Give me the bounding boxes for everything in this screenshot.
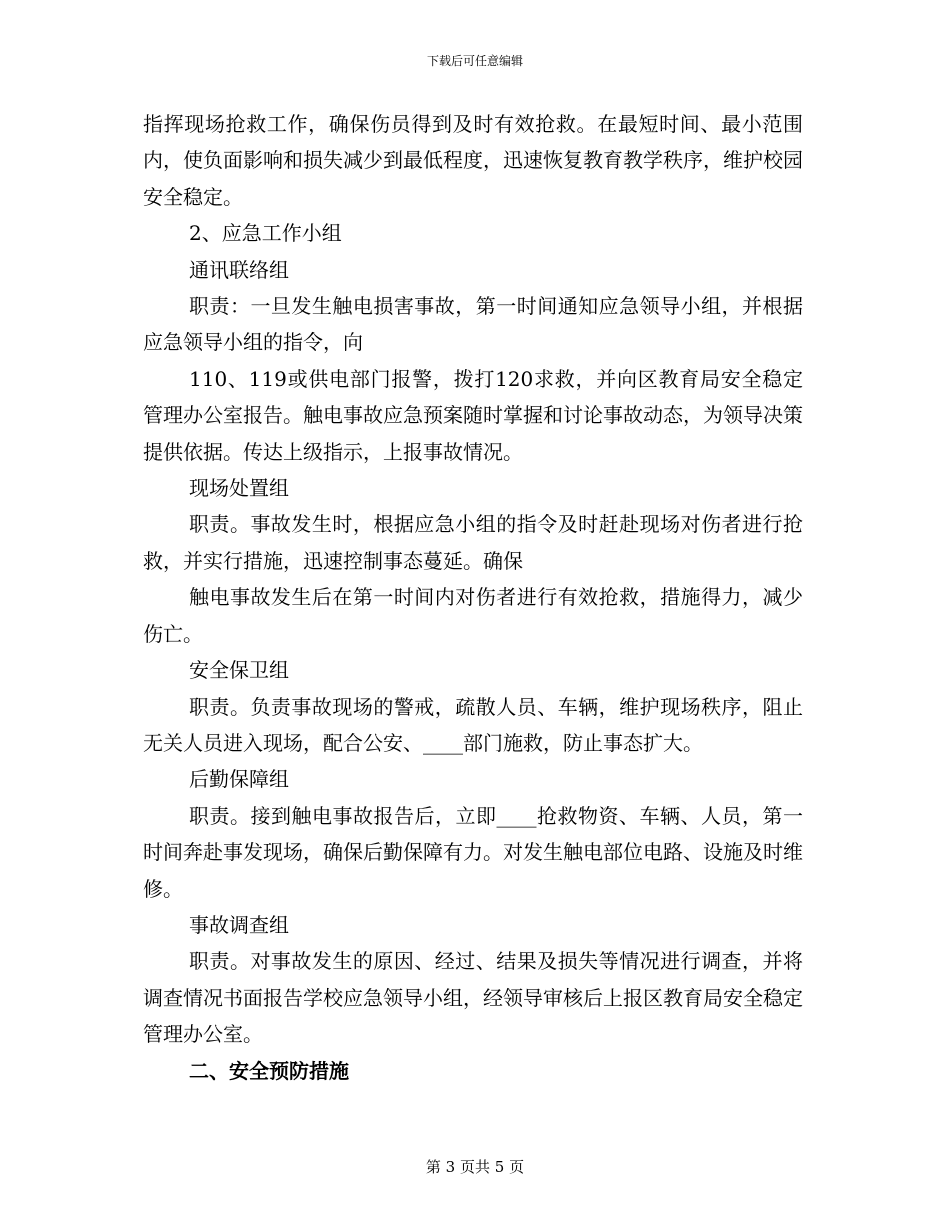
section-heading-prevention: 二、安全预防措施 [189, 1058, 349, 1083]
group-title-communication: 通讯联络组 [189, 257, 289, 282]
group-title-onsite: 现场处置组 [189, 476, 289, 501]
group-title-investigation: 事故调查组 [189, 912, 289, 937]
group-title-security: 安全保卫组 [189, 658, 289, 683]
paragraph-communication-duty: 职责：一旦发生触电损害事故，第一时间通知应急领导小组，并根据应急领导小组的指令，向 [143, 294, 803, 355]
document-body [143, 106, 803, 1089]
page-number-footer: 第 3 页共 5 页 [425, 1158, 525, 1176]
paragraph-onsite-duty-cont: 触电事故发生后在第一时间内对伤者进行有效抢救，措施得力，减少伤亡。 [143, 585, 803, 646]
paragraph-intro: 指挥现场抢救工作，确保伤员得到及时有效抢救。在最短时间、最小范围内，使负面影响和损失减少到最低程度，迅速恢复教育教学秩序，维护校园安全稳定。 [143, 112, 803, 209]
paragraph-investigation-duty: 职责。对事故发生的原因、经过、结果及损失等情况进行调查，并将调查情况书面报告学校应急领导小组，经领导审核后上报区教育局安全稳定管理办公室。 [143, 949, 803, 1047]
paragraph-onsite-duty: 职责。事故发生时，根据应急小组的指令及时赶赴现场对伤者进行抢救，并实行措施，迅速控制事态蔓延。确保 [143, 512, 803, 573]
group-title-logistics: 后勤保障组 [189, 767, 289, 792]
page-header: 下载后可任意编辑 [426, 54, 523, 68]
paragraph-security-duty: 职责。负责事故现场的警戒，疏散人员、车辆，维护现场秩序，阻止无关人员进入现场，配合公安、____部门施救，防止事态扩大。 [143, 694, 803, 755]
paragraph-communication-duty-cont: 110、119或供电部门报警，拨打120求救，并向区教育局安全稳定管理办公室报告。触电事故应急预案随时掌握和讨论事故动态，为领导决策提供依据。传达上级指示，上报事故情况。 [143, 366, 803, 464]
section-heading-emergency-groups: 2、应急工作小组 [189, 221, 342, 246]
paragraph-logistics-duty: 职责。接到触电事故报告后，立即____抢救物资、车辆、人员，第一时间奔赴事发现场，确保后勤保障有力。对发生触电部位电路、设施及时维修。 [143, 803, 803, 901]
